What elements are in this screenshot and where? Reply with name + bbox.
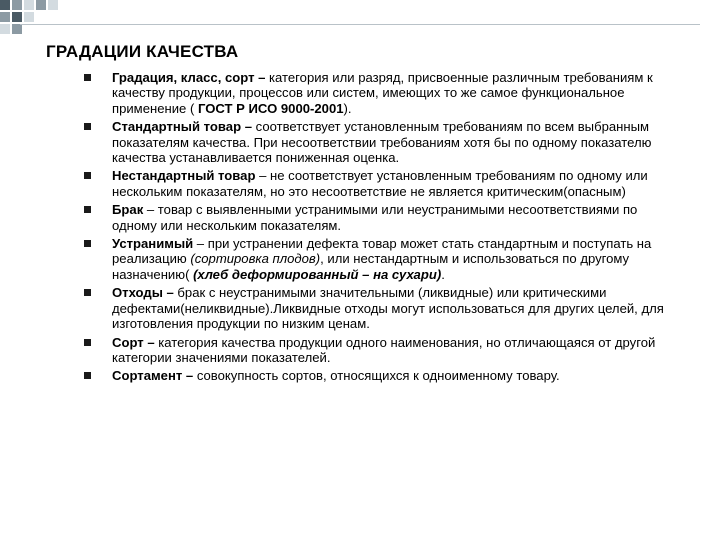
item-term: Брак (112, 202, 144, 218)
item-tail: . (441, 266, 445, 282)
square-bullet-icon (84, 372, 91, 379)
item-text: – при устранении дефекта товар может стать стандартным и поступать на реализацию (112, 236, 652, 267)
decor-square (0, 12, 10, 22)
square-bullet-icon (84, 339, 91, 346)
item-example: (хлеб деформированный – на сухари) (193, 266, 442, 282)
decor-square (24, 12, 34, 22)
item-term: Стандартный товар – (112, 119, 252, 135)
decor-square (12, 24, 22, 34)
square-bullet-icon (84, 206, 91, 213)
item-term: Сортамент – (112, 368, 194, 384)
square-bullet-icon (84, 123, 91, 130)
header-rule (20, 24, 700, 25)
item-text: категория или разряд, присвоенные различным требованиям к качеству продукции, процессов или систем, имеющих то же самое функциональное применение ( (112, 70, 653, 116)
list-item (84, 236, 684, 282)
item-text: – не соответствует установленным требованиям по одному или нескольким показателям, но это несоответствие не является критическим(опасным) (112, 168, 648, 199)
item-term: Градация, класс, сорт – (112, 70, 266, 85)
list-item (84, 168, 684, 199)
decor-square (48, 0, 58, 10)
list-item (84, 285, 684, 331)
list-item (84, 119, 684, 165)
item-term: Отходы – (112, 285, 174, 301)
decor-square (24, 0, 34, 10)
item-text: , или нестандартным и использоваться по другому назначению( (112, 251, 630, 282)
list-item (84, 70, 684, 116)
list-item (84, 368, 684, 383)
corner-decoration (0, 0, 80, 42)
square-bullet-icon (84, 74, 91, 81)
item-tail: ). (343, 100, 352, 116)
item-term: Устранимый (112, 236, 194, 252)
list-item (84, 202, 684, 233)
item-text: брак с неустранимыми значительными (ликвидные) или критическими дефектами(неликвидные).Ликвидные отходы могут использоваться для других целей, для изготовления продукции по низким ценам. (112, 285, 664, 332)
item-text: – товар с выявленными устранимыми или неустранимыми несоответствиями по одному или нескольким показателям. (112, 202, 638, 233)
item-example: (сортировка плодов) (190, 251, 321, 267)
item-reference: ГОСТ Р ИСО 9000-2001 (197, 100, 344, 116)
decor-square (12, 12, 22, 22)
item-term: Сорт – (112, 334, 155, 350)
square-bullet-icon (84, 289, 91, 296)
square-bullet-icon (84, 172, 91, 179)
decor-square (0, 0, 10, 10)
item-term: Нестандартный товар (112, 168, 256, 184)
decor-square (12, 0, 22, 10)
decor-square (0, 24, 10, 34)
square-bullet-icon (84, 240, 91, 247)
item-text: совокупность сортов, относящихся к одноименному товару. (193, 368, 560, 384)
list-item (84, 335, 684, 366)
item-text: соответствует установленным требованиям по всем выбранным показателям качества. При несоответствии требованиям хотя бы по одному показателю качества устанавливается пониженная оценка. (112, 119, 652, 166)
item-text: категория качества продукции одного наименования, но отличающаяся от другой категории значениями показателей. (112, 334, 656, 365)
slide-title: ГРАДАЦИИ КАЧЕСТВА (46, 42, 239, 61)
bullet-list (84, 70, 684, 387)
decor-square (36, 0, 46, 10)
